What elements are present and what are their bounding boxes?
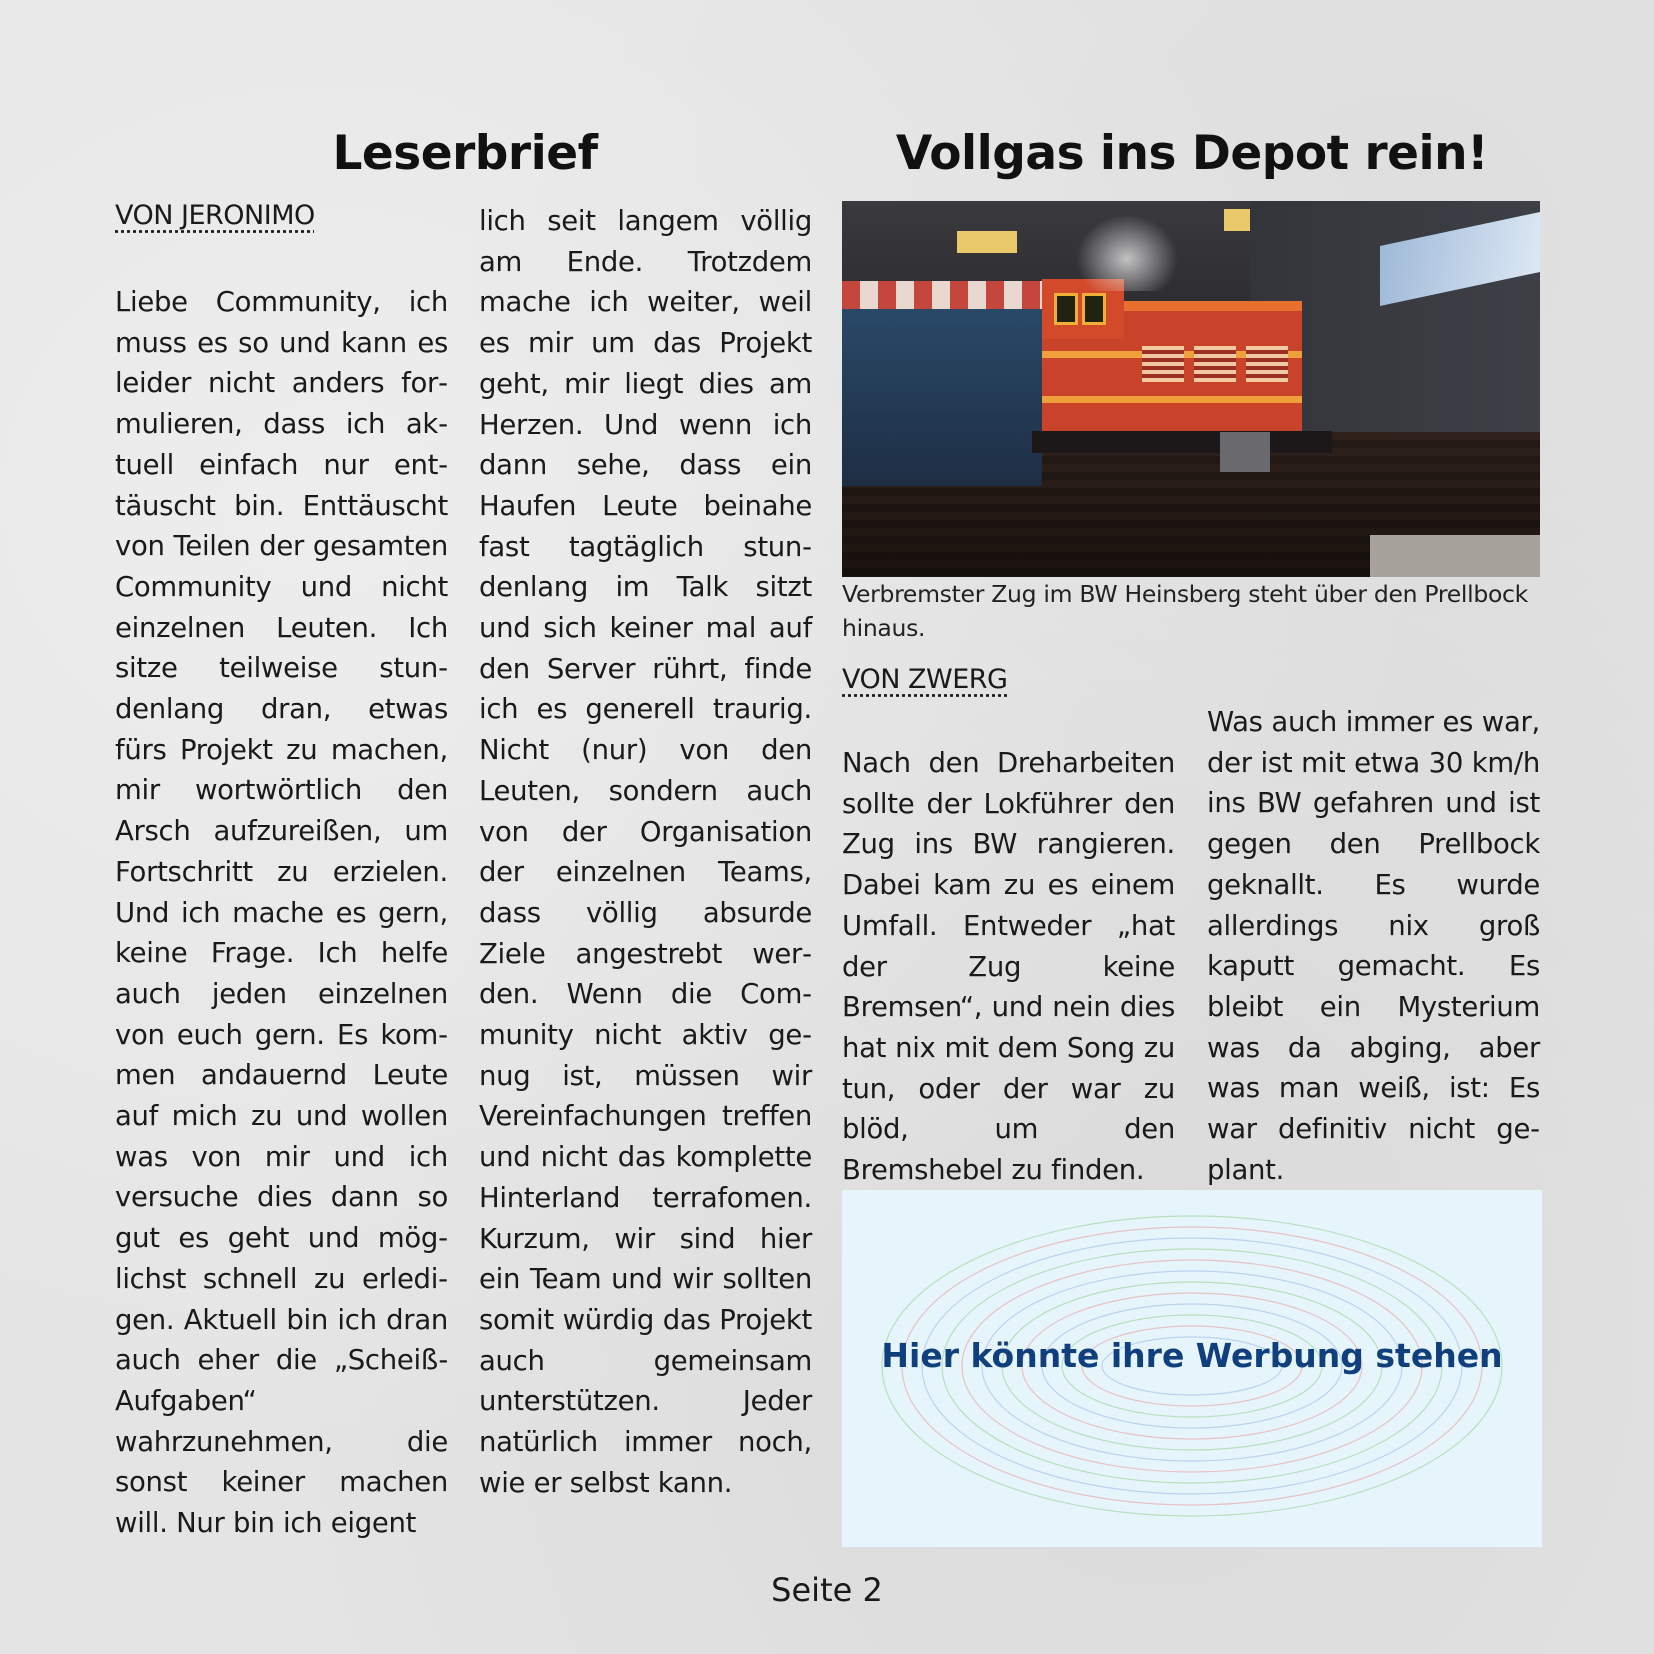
photo-cab-window [1082, 293, 1106, 325]
left-article-column-1 [115, 282, 448, 1544]
photo-loco-grill [1246, 346, 1288, 382]
right-article-col1-paragraph: Nach den Dreharbeiten sollte der Lokführer den Zug ins BW rangieren. Dabei kam zu es einem Umfall. Entweder „hat der Zug keine Bremsen“, und nein dies hat nix mit dem Song zu tun, oder der war zu blöd, um den Bremshebel zu finden. [842, 747, 1175, 1187]
photo-smoke [1072, 211, 1182, 291]
right-article-col2-paragraph: Was auch immer es war, der ist mit etwa 30 km/h ins BW gefahren und ist gegen den Prellbock geknallt. Es wurde allerdings nix groß kaputt gemacht. Es bleibt ein Mysterium was da abging, aber was man weiß, ist: Es war definitiv nicht geplant. [1207, 706, 1540, 1186]
photo-loco-stripe [1042, 396, 1302, 403]
photo-car-stripes [842, 281, 1062, 309]
photo-loco-grill [1142, 346, 1184, 382]
right-article-byline: VON ZWERG [842, 664, 1008, 695]
left-article-col1-paragraph: Liebe Community, ich muss es so und kann es leider nicht anders formulieren, dass ich aktuell einfach nur enttäuscht bin. Enttäuscht von Teilen der gesamten Community und nicht einzelnen Leuten. Ich sitze teilweise stundenlang dran, etwas fürs Projekt zu machen, mir wortwörtlich den Arsch aufzureißen, um Fortschritt zu erzielen. Und ich mache es gern, keine Frage. Ich helfe auch jeden einzelnen von euch gern. Es kommen andauernd Leute auf mich zu und wollen was von mir und ich versuche dies dann so gut es geht und möglichst schnell zu erledigen. Aktuell bin ich dran auch eher die „Scheiß-Aufgaben“ wahrzunehmen, die sonst keiner machen will. Nur bin ich eigent [115, 286, 448, 1540]
depot-train-photo [842, 201, 1540, 577]
photo-passenger-car [842, 301, 1042, 486]
page-number: Seite 2 [771, 1571, 883, 1609]
photo-buffer-stop [1220, 432, 1270, 472]
advertisement-box [842, 1190, 1542, 1547]
photo-stone-block [1370, 535, 1540, 577]
left-article-title: Leserbrief [332, 126, 598, 181]
photo-caption: Verbremster Zug im BW Heinsberg steht über den Prellbock hinaus. [842, 580, 1528, 642]
photo-ceiling-lamp [957, 231, 1017, 253]
right-article-title: Vollgas ins Depot rein! [895, 126, 1489, 181]
photo-loco-frame [1032, 431, 1332, 453]
advertisement-text: Hier könnte ihre Werbung stehen [881, 1336, 1503, 1375]
left-article-col2-paragraph: lich seit langem völlig am Ende. Trotzdem mache ich weiter, weil es mir um das Projekt geht, mir liegt dies am Herzen. Und wenn ich dann sehe, dass ein Haufen Leute beinahe fast tagtäglich stundenlang im Talk sitzt und sich keiner mal auf den Server rührt, finde ich es generell traurig. Nicht (nur) von den Leuten, sondern auch von der Organisation der einzelnen Teams, dass völlig absurde Ziele angestrebt werden. Wenn die Community nicht aktiv genug ist, müssen wir Vereinfachungen treffen und nicht das komplette Hinterland terrafomen. Kurzum, wir sind hier ein Team und wir sollten somit würdig das Projekt auch gemeinsam unterstützen. Jeder natürlich immer noch, wie er selbst kann. [479, 205, 812, 1499]
photo-cab-window [1054, 293, 1078, 325]
left-article-byline: VON JERONIMO [115, 200, 315, 231]
left-article-column-2 [479, 201, 812, 1504]
right-article-column-2 [1207, 702, 1540, 1190]
right-article-column-1 [842, 743, 1175, 1191]
photo-loco-grill [1194, 346, 1236, 382]
